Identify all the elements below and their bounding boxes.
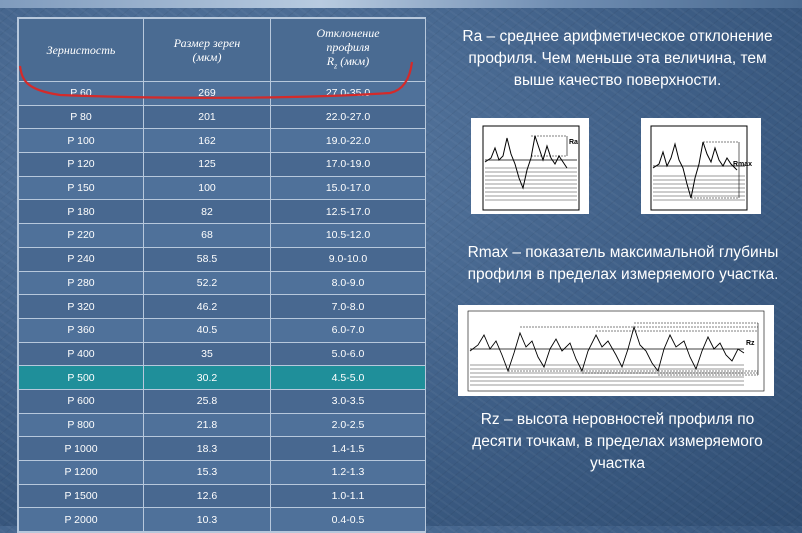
grit-cell: P 320 <box>19 295 144 319</box>
grain-size-cell: 201 <box>144 105 271 129</box>
grit-cell: P 1500 <box>19 484 144 508</box>
grain-size-cell: 162 <box>144 129 271 153</box>
grain-size-cell: 30.2 <box>144 366 271 390</box>
rmax-profile-diagram <box>641 118 761 214</box>
ra-description: Ra – среднее арифметическое отклонение профиля. Чем меньше эта величина, тем выше качество поверхности. <box>462 28 773 89</box>
deviation-cell: 6.0-7.0 <box>271 318 426 342</box>
grit-table <box>17 17 426 533</box>
grit-cell: P 1200 <box>19 461 144 485</box>
grit-cell: P 500 <box>19 366 144 390</box>
grit-cell: P 80 <box>19 105 144 129</box>
table-row <box>19 271 426 295</box>
deviation-cell: 5.0-6.0 <box>271 342 426 366</box>
deviation-cell: 19.0-22.0 <box>271 129 426 153</box>
grain-size-cell: 100 <box>144 176 271 200</box>
deviation-cell: 27.0-35.0 <box>271 82 426 106</box>
table-header-row <box>19 19 426 82</box>
grit-cell: P 600 <box>19 389 144 413</box>
grit-cell: P 360 <box>19 318 144 342</box>
table-row <box>19 508 426 532</box>
grain-size-cell: 25.8 <box>144 389 271 413</box>
table-row <box>19 484 426 508</box>
grain-size-cell: 40.5 <box>144 318 271 342</box>
grain-size-cell: 269 <box>144 82 271 106</box>
rz-profile-diagram <box>458 305 774 396</box>
deviation-cell: 1.4-1.5 <box>271 437 426 461</box>
rz-description: Rz – высота неровностей профиля по десяти точкам, в пределах измеряемого участка <box>472 411 763 472</box>
table-row <box>19 153 426 177</box>
table-row <box>19 389 426 413</box>
table-row <box>19 247 426 271</box>
slide-title-strip <box>0 0 802 8</box>
grit-cell: P 1000 <box>19 437 144 461</box>
header-profile-deviation: Отклонение профиля $R_z$ (мкм) <box>271 19 426 82</box>
deviation-cell: 12.5-17.0 <box>271 200 426 224</box>
deviation-cell: 22.0-27.0 <box>271 105 426 129</box>
grain-size-cell: 21.8 <box>144 413 271 437</box>
grit-cell: P 400 <box>19 342 144 366</box>
deviation-cell: 2.0-2.5 <box>271 413 426 437</box>
grain-size-cell: 46.2 <box>144 295 271 319</box>
grain-size-cell: 58.5 <box>144 247 271 271</box>
grain-size-cell: 12.6 <box>144 484 271 508</box>
grit-cell: P 2000 <box>19 508 144 532</box>
grain-size-cell: 10.3 <box>144 508 271 532</box>
grain-size-cell: 68 <box>144 224 271 248</box>
table-row <box>19 318 426 342</box>
grain-size-cell: 15.3 <box>144 461 271 485</box>
grit-cell: P 60 <box>19 82 144 106</box>
grit-cell: P 120 <box>19 153 144 177</box>
table-row <box>19 437 426 461</box>
rmax-description: Rmax – показатель максимальной глубины профиля в пределах измеряемого участка. <box>467 244 779 283</box>
grain-size-cell: 52.2 <box>144 271 271 295</box>
grain-size-cell: 18.3 <box>144 437 271 461</box>
deviation-cell: 8.0-9.0 <box>271 271 426 295</box>
table-row <box>19 342 426 366</box>
deviation-cell: 0.4-0.5 <box>271 508 426 532</box>
deviation-cell: 4.5-5.0 <box>271 366 426 390</box>
rmax-label: Rmax <box>733 161 753 168</box>
table-row <box>19 413 426 437</box>
deviation-cell: 10.5-12.0 <box>271 224 426 248</box>
grain-size-cell: 82 <box>144 200 271 224</box>
header-grain-size: Размер зерен (мкм) <box>144 19 271 82</box>
rz-label: Rz <box>746 340 755 347</box>
table-row <box>19 82 426 106</box>
deviation-cell: 15.0-17.0 <box>271 176 426 200</box>
table-row <box>19 224 426 248</box>
grit-cell: P 220 <box>19 224 144 248</box>
deviation-cell: 7.0-8.0 <box>271 295 426 319</box>
table-row <box>19 129 426 153</box>
table-row <box>19 295 426 319</box>
table-row <box>19 366 426 390</box>
grain-size-cell: 35 <box>144 342 271 366</box>
table-row <box>19 200 426 224</box>
deviation-cell: 17.0-19.0 <box>271 153 426 177</box>
table-row <box>19 105 426 129</box>
deviation-cell: 1.2-1.3 <box>271 461 426 485</box>
deviation-cell: 3.0-3.5 <box>271 389 426 413</box>
table-row <box>19 176 426 200</box>
grain-size-cell: 125 <box>144 153 271 177</box>
grit-cell: P 800 <box>19 413 144 437</box>
grit-cell: P 150 <box>19 176 144 200</box>
grit-cell: P 280 <box>19 271 144 295</box>
table-row <box>19 461 426 485</box>
header-grit: Зернистость <box>19 19 144 82</box>
grit-cell: P 100 <box>19 129 144 153</box>
grit-cell: P 180 <box>19 200 144 224</box>
deviation-cell: 9.0-10.0 <box>271 247 426 271</box>
grit-cell: P 240 <box>19 247 144 271</box>
deviation-cell: 1.0-1.1 <box>271 484 426 508</box>
ra-profile-diagram <box>471 118 589 214</box>
ra-label: Ra <box>569 139 578 146</box>
